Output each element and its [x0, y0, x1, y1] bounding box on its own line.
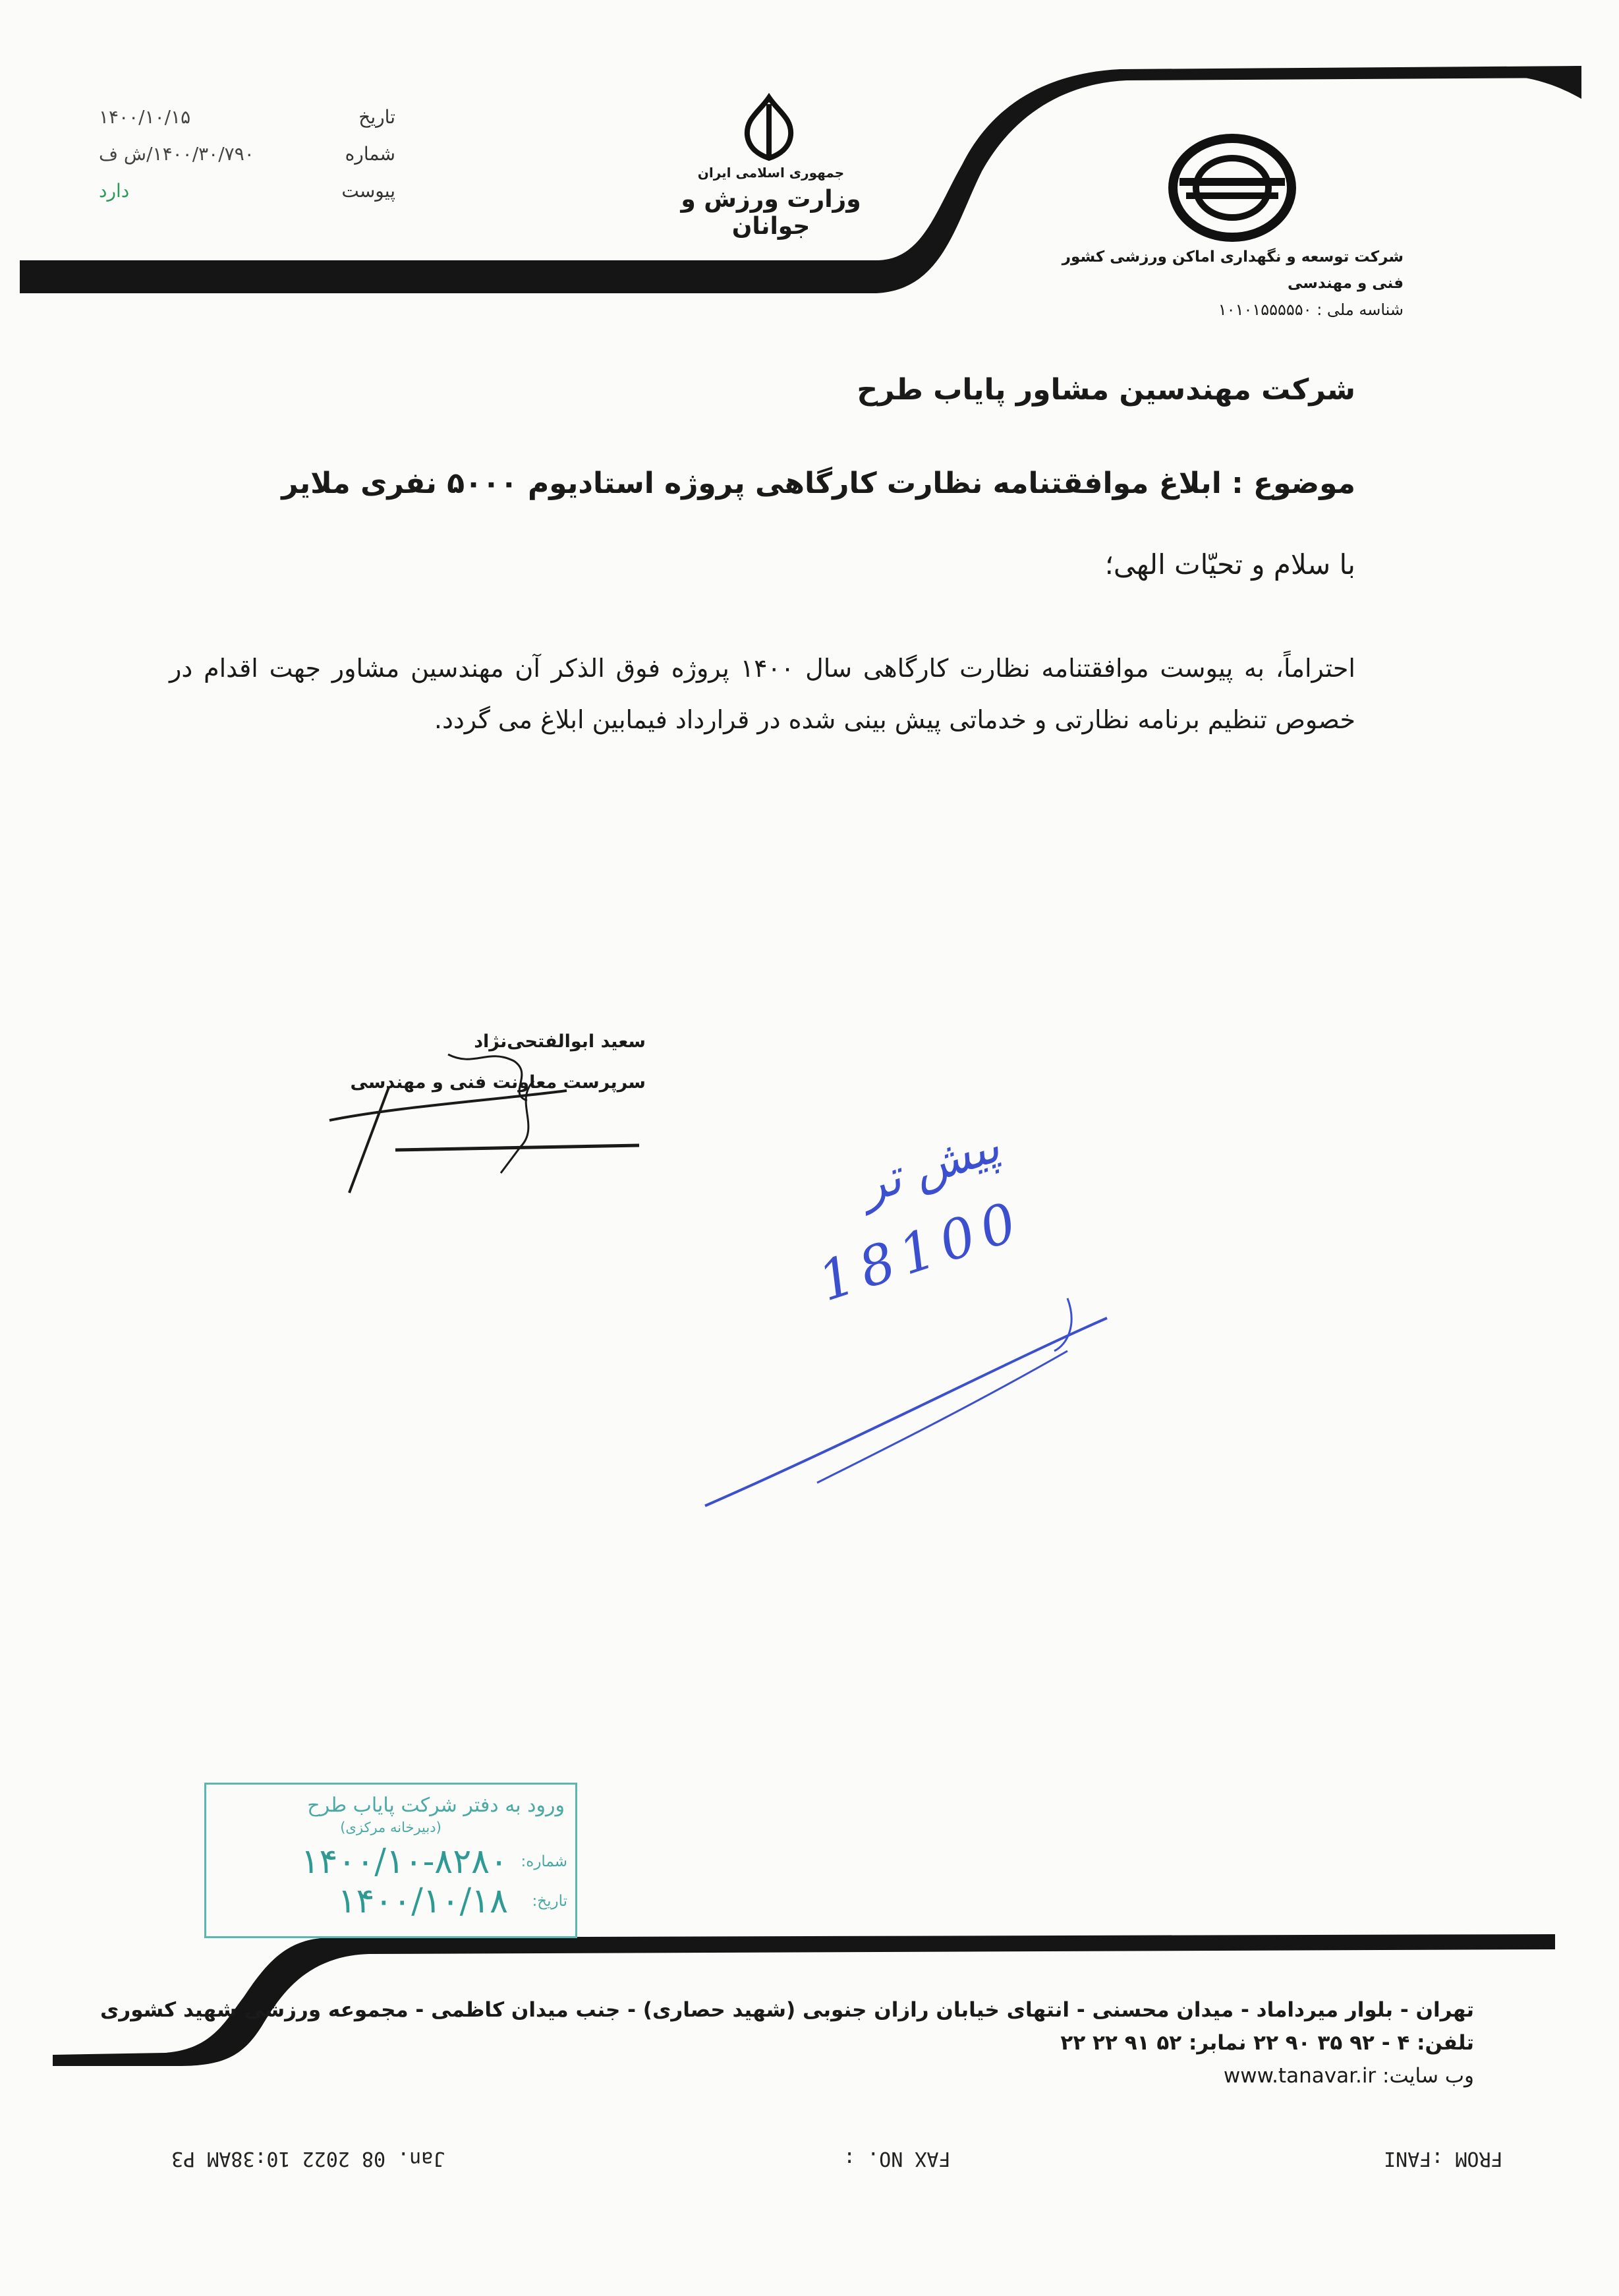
national-id: شناسه ملی : ۱۰۱۰۱۵۵۵۵۵۰	[1218, 301, 1404, 319]
fax-datetime: Jan. 08 2022 10:38AM P3	[171, 2147, 445, 2170]
recipient: شرکت مهندسین مشاور پایاب طرح	[857, 373, 1355, 407]
ministry-block	[646, 165, 896, 240]
attachment-label: پیوست	[341, 180, 395, 202]
company-name: شرکت توسعه و نگهداری اماکن ورزشی کشور	[1062, 248, 1404, 266]
stamp-title: ورود به دفتر شرکت پایاب طرح	[307, 1794, 565, 1817]
signature-scribble-icon	[316, 1028, 659, 1213]
website-label: وب سایت:	[1382, 2064, 1474, 2088]
website: www.tanavar.ir	[1223, 2064, 1377, 2088]
fax-number: FAX NO. :	[843, 2147, 951, 2170]
subject: موضوع : ابلاغ موافقتنامه نظارت کارگاهی پروژه استادیوم ۵۰۰۰ نفری ملایر	[281, 467, 1355, 500]
stamp-date-label: تاریخ:	[532, 1893, 567, 1910]
letter-body: احتراماً، به پیوست موافقتنامه نظارت کارگاهی سال ۱۴۰۰ پروژه فوق الذکر آن مهندسین مشاور جهت اقدام در خصوص تنظیم برنامه نظارتی و خدماتی پیش بینی شده در قرارداد فیمابین ابلاغ می گردد.	[169, 654, 1355, 734]
date-label: تاریخ	[358, 106, 395, 128]
stamp-subtitle: (دبیرخانه مرکزی)	[340, 1820, 441, 1835]
footer-address: تهران - بلوار میرداماد - میدان محسنی - انتهای خیابان رازان جنوبی (شهید حصاری) - جنب میدان کاظمی - مجموعه ورزشی شهید کشوری	[99, 1998, 1474, 2022]
stamp-date-value: ۱۴۰۰/۱۰/۱۸	[337, 1881, 508, 1921]
number-label: شماره	[345, 143, 395, 165]
date-value: ۱۴۰۰/۱۰/۱۵	[99, 106, 191, 128]
footer-phones: تلفن: ۴ - ۹۲ ۳۵ ۹۰ ۲۲ نمابر: ۵۲ ۹۱ ۲۲ ۲۲	[1060, 2031, 1474, 2055]
stamp-number-label: شماره:	[521, 1853, 567, 1870]
greeting: با سلام و تحیّات الهی؛	[1104, 548, 1355, 581]
ministry-name: وزارت ورزش و جوانان	[681, 186, 861, 240]
attachment-value: دارد	[99, 180, 130, 202]
handwritten-line: پیش تر	[853, 1117, 1006, 1215]
footer-address-block	[90, 1994, 1474, 2092]
receipt-stamp	[204, 1783, 577, 1938]
company-block	[1048, 244, 1404, 323]
fax-from: FROM :FANI	[1384, 2147, 1503, 2170]
handwritten-amount: 18100	[810, 1188, 1032, 1314]
signer-name: سعید ابوالفتحی‌نژاد	[474, 1031, 646, 1052]
stamp-number-value: ۱۴۰۰/۱۰-۸۲۸۰	[300, 1842, 508, 1881]
department: فنی و مهندسی	[1287, 275, 1404, 292]
iran-emblem-icon	[733, 92, 805, 165]
signer-title: سرپرست معاونت فنی و مهندسی	[350, 1072, 646, 1093]
pen-stroke-icon	[698, 1278, 1120, 1516]
number-value: ۱۴۰۰/۳۰/۷۹۰/ش ف	[99, 143, 254, 165]
company-logo-icon	[1166, 132, 1298, 244]
iran-label: جمهوری اسلامی ایران	[697, 165, 845, 181]
letter-meta	[99, 99, 395, 210]
